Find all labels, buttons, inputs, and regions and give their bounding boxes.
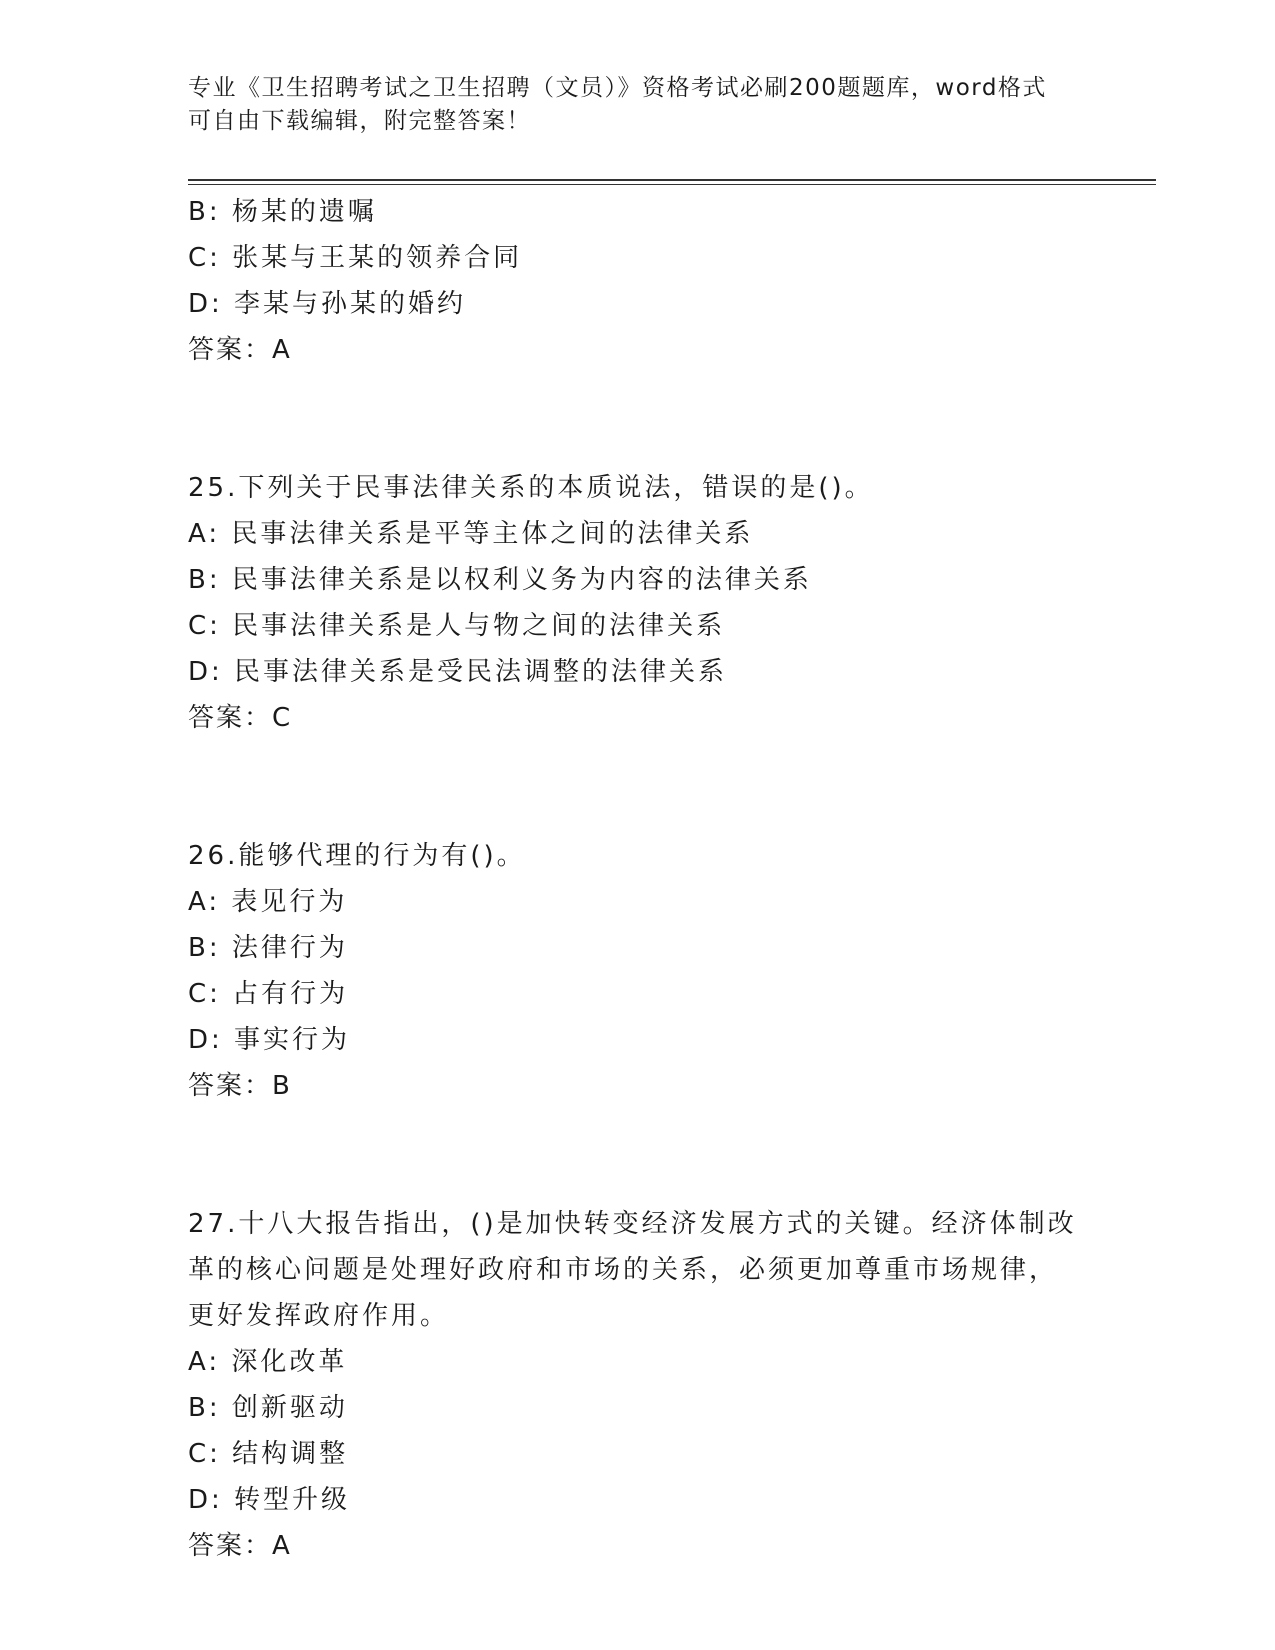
question-text-line-3: 更好发挥政府作用。 [188, 1301, 450, 1331]
header-divider-thick [188, 179, 1156, 181]
option-b: B: 民事法律关系是以权利义务为内容的法律关系 [188, 565, 812, 595]
answer-line: 答案：C [188, 703, 293, 733]
answer-line: 答案：A [188, 1531, 292, 1561]
option-d: D: 转型升级 [188, 1485, 351, 1515]
question-list [188, 189, 1088, 1569]
option-b: B: 创新驱动 [188, 1393, 348, 1423]
option-b: B: 法律行为 [188, 933, 348, 963]
answer-line: 答案：B [188, 1071, 292, 1101]
question-text-line-2: 革的核心问题是处理好政府和市场的关系，必须更加尊重市场规律， [188, 1255, 1059, 1285]
spacer [188, 741, 1088, 833]
option-c: C: 民事法律关系是人与物之间的法律关系 [188, 611, 726, 641]
header-divider-thin [188, 184, 1156, 185]
question-26-block [188, 833, 1088, 1109]
option-a: A: 深化改革 [188, 1347, 348, 1377]
option-b: B: 杨某的遗嘱 [188, 197, 377, 227]
question-text: 26.能够代理的行为有()。 [188, 841, 526, 871]
header-line-1: 专业《卫生招聘考试之卫生招聘（文员）》资格考试必刷200题题库，word格式 [188, 75, 1047, 101]
spacer [188, 373, 1088, 465]
option-a: A: 民事法律关系是平等主体之间的法律关系 [188, 519, 754, 549]
prev-question-block [188, 189, 1088, 373]
option-c: C: 占有行为 [188, 979, 349, 1009]
header-line-2: 可自由下载编辑，附完整答案！ [188, 108, 531, 134]
question-25-block [188, 465, 1088, 741]
option-a: A: 表见行为 [188, 887, 348, 917]
option-c: C: 结构调整 [188, 1439, 349, 1469]
spacer [188, 1109, 1088, 1201]
question-text: 25.下列关于民事法律关系的本质说法，错误的是()。 [188, 473, 874, 503]
page-header [188, 72, 1088, 138]
answer-line: 答案：A [188, 335, 292, 365]
option-d: D: 民事法律关系是受民法调整的法律关系 [188, 657, 728, 687]
option-d: D: 李某与孙某的婚约 [188, 289, 467, 319]
question-27-block [188, 1201, 1088, 1569]
question-text-line-1: 27.十八大报告指出，()是加快转变经济发展方式的关键。经济体制改 [188, 1209, 1077, 1239]
option-d: D: 事实行为 [188, 1025, 351, 1055]
option-c: C: 张某与王某的领养合同 [188, 243, 523, 273]
